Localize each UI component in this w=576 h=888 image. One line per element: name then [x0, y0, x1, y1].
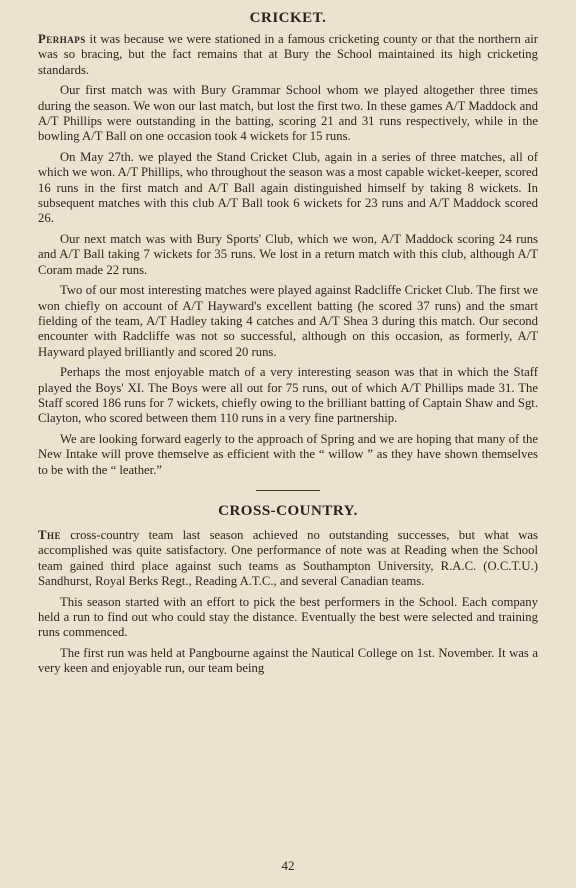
cricket-lead-word: Perhaps [38, 32, 86, 46]
cross-country-heading: CROSS-COUNTRY. [218, 502, 358, 519]
cricket-paragraph-5: Two of our most interesting matches were played against Radcliffe Cricket Club. The first we won chiefly on account of A/T Hayward's excellent batting (he scored 37 runs) and the smart fielding of the team, A/T Hadley taking 4 catches and A/T Shea 3 during this match. Our second encounter with Radcliffe was not so successful, although on this occasion, as formerly, A/T Hayward played brilliantly and scored 20 runs. [38, 283, 538, 359]
cross-country-paragraph-1-text: cross-country team last season achieved no outstanding successes, but what was accomplished was quite satisfactory. One performance of note was at Reading when the School team gained third place against such teams as Southampton University, R.A.C. (O.C.T.U.) Sandhurst, Royal Berks Regt., Reading A.T.C., and several Canadian teams. [38, 527, 538, 589]
cricket-paragraph-4: Our next match was with Bury Sports' Club, which we won, A/T Maddock scoring 24 runs and A/T Ball taking 7 wickets for 35 runs. We lost in a return match with this club, although A/T Coram made 22 runs. [38, 231, 538, 277]
section-divider [256, 490, 320, 491]
cross-country-paragraph-1 [38, 528, 538, 590]
cricket-paragraph-1-text: it was because we were stationed in a famous cricketing county or that the northern air was so bracing, but the fact remains that at Bury the School maintained its high cricketing standards. [38, 32, 538, 77]
cross-country-paragraph-3: The first run was held at Pangbourne against the Nautical College on 1st. November. It was a very keen and enjoyable run, our team being [38, 645, 538, 676]
cricket-heading: CRICKET. [249, 10, 327, 26]
cross-country-paragraph-2: This season started with an effort to pick the best performers in the School. Each company held a run to find out who could stay the distance. Eventually the best were selected and training runs commenced. [38, 594, 538, 640]
page-number: 42 [281, 858, 295, 873]
cricket-paragraph-1 [38, 32, 538, 78]
cricket-paragraph-3: On May 27th. we played the Stand Cricket Club, again in a series of three matches, all of which we won. A/T Phillips, who throughout the season was a most capable wicket-keeper, scored 16 runs in the first match and A/T Ball again distinguished himself by taking 8 wickets. In subsequent matches with this club A/T Ball took 6 wickets for 23 runs and A/T Maddock scored 26. [38, 149, 538, 226]
cross-country-lead-word: The [38, 527, 61, 542]
cricket-paragraph-2: Our first match was with Bury Grammar School whom we played altogether three times during the season. We won our last match, but lost the first two. In these games A/T Maddock and A/T Phillips were outstanding in the batting, scoring 21 and 31 runs respectively, while in the bowling A/T Ball on one occasion took 4 wickets for 15 runs. [38, 83, 538, 144]
cricket-paragraph-6: Perhaps the most enjoyable match of a very interesting season was that in which the Staff played the Boys' XI. The Boys were all out for 75 runs, out of which A/T Phillips made 31. The Staff scored 186 runs for 7 wickets, chiefly owing to the brilliant batting of Captain Shaw and Sgt. Clayton, who scored between them 110 runs in a very fine partnership. [38, 365, 538, 426]
cricket-paragraph-7: We are looking forward eagerly to the approach of Spring and we are hoping that many of the New Intake will prove themselve as efficient with the “ willow ” as they have shown themselves to be with the “ leather.” [38, 431, 538, 477]
